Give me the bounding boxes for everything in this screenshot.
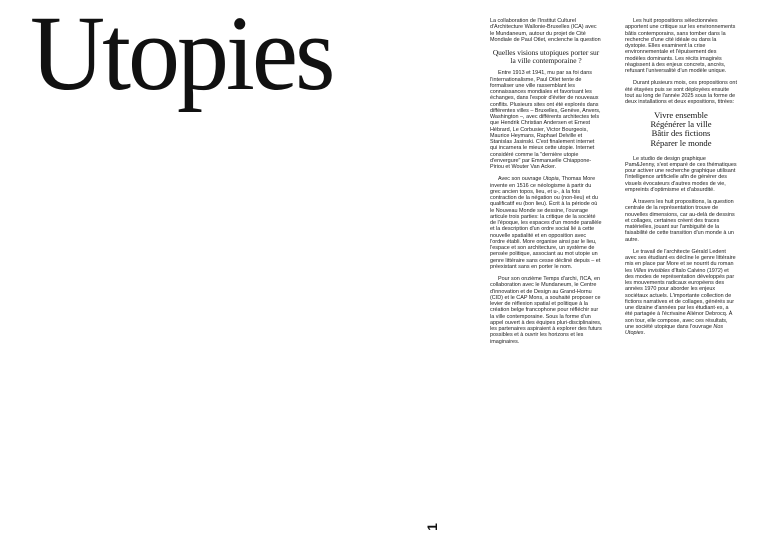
temps-archi-paragraph: Pour son onzième Temps d'archi, l'ICA, en collaboration avec le Mundaneum, le Centre d'innovation et de Design au Grand-Hornu (CID) et le CAP Mons, a souhaité proposer ce levier de réflexion spatial et politique à la création belge francophone pour réfléchir sur la ville contemporaine. Sous la forme d'un appel ouvert à des équipes pluri-disciplinaires, les partenaires aspiraient à explorer des futurs possibles et à ouvrir les horizons et les imaginaires. [490, 276, 602, 345]
utopia-paragraph [490, 176, 602, 270]
calvino-book-title: Villes invisibles [633, 267, 670, 274]
propositions-paragraph: Les huit propositions sélectionnées apportent une critique sur les environnements bâtis contemporains, sans tomber dans la recherche d'une cité idéale ou dans la dystopie. Elles examinent la crise environnementale et l'épuisement des modèles dominants. Les récits imaginés réagissent à des enjeux concrets, ancrés, refusant l'universalité d'un modèle unique. [625, 18, 736, 74]
ledent-text-a: Le travail de l'architecte Gérald Ledent avec ses étudiant·es décline le genre littéraire mis en place par More et se nourrit du roman les [625, 248, 736, 274]
exhibition-titles-list [625, 111, 737, 147]
ledent-paragraph [625, 249, 737, 337]
page-number: 1 [423, 523, 440, 531]
exhibition-title: Réparer le monde [650, 137, 712, 148]
text-column-right [625, 18, 737, 342]
ledent-text-c: . [643, 330, 645, 337]
otlet-paragraph: Entre 1913 et 1941, mu par sa foi dans l'internationalisme, Paul Otlet tente de formaliser une ville rassemblant les connaissances mondiales et favorisant les échanges, dans l'espoir d'éviter de nouveaux conflits. Plusieurs sites ont été explorés dans différentes villes – Bruxelles, Genève, Anvers, Washington –, avec différents architectes tels que Hendrik Christian Andersen et Ernest Hébrard, Le Corbusier, Victor Bourgeois, Maurice Heymans, Raphael Delville et Stanislas Jasinski. C'est finalement internet qui incarnera le mieux cette utopie. Internet considéré comme la "dernière utopie d'envergure" par Emmanuelle Chiappone-Piriou et Wouter Van Acker. [490, 70, 601, 171]
representation-paragraph: À travers les huit propositions, la question centrale de la représentation trouve de nouvelles dimensions, car au-delà de dessins et collages, certaines créent des traces matérielles, jouant sur l'ambiguïté de la faisabilité de cette transition d'un monde à un autre. [625, 199, 735, 243]
exhibition-title: Régénérer la ville [650, 119, 712, 130]
utopia-book-title: Utopia [542, 176, 559, 183]
page-title: Utopies [30, 0, 333, 113]
question-heading: Quelles visions utopiques porter sur la ville contemporaine ? [492, 48, 600, 66]
exhibitions-paragraph: Durant plusieurs mois, ces propositions ont été étayées puis se sont déployées ensuite tout au long de l'année 2025 sous la forme de deux installations et deux expositions, titrées: [625, 80, 737, 105]
nos-utopies-book-title: Nos Utopies [625, 323, 724, 337]
ledent-text-b: d'Italo Calvino (1972) et des modes de représentation développés par les mouvements radicaux européens des années 1970 pour aborder les enjeux sociétaux actuels. L'importante collection de fictions narratives et de collages, générés sur une dizaine d'années par les étudiant·es, a été partagée à l'écrivaine Aliénor Debrocq. À son tour, elle compose, avec ces résultats, une société utopique dans l'ouvrage [625, 267, 735, 330]
utopia-text-a: Avec son ouvrage [498, 176, 543, 183]
text-column-left [490, 18, 602, 351]
utopia-text-b: , Thomas More invente en 1516 ce néologisme à partir du grec ancien topos, lieu, et u-, à la fois contraction de la négation ou (non-lieu) et du qualificatif eu (bon lieu). Écrit à la période où le Nouveau Monde se dessine, l'ouvrage articule trois parties: la critique de la société de l'époque, les espaces d'un monde parallèle et la description d'un ordre social lié à cette nouvelle spatialité et en opposition avec l'ordre établi. More organise ainsi par le lieu, l'espace et son architecture, un système de pensée politique, associant au mot utopie un genre littéraire sans cesse décliné depuis – et préexistant sans en porter le nom. [490, 176, 602, 270]
studio-paragraph: Le studio de design graphique Pam&Jenny, s'est emparé de ces thématiques pour activer une recherche graphique utilisant l'intelligence artificielle afin de générer des visuels évocateurs d'autres modes de vie, empreints d'optimisme et d'absurdité. [625, 155, 737, 193]
exhibition-title: Bâtir des fictions [651, 128, 711, 139]
intro-paragraph: La collaboration de l'Institut Culturel d'Architecture Wallonie-Bruxelles (ICA) avec le Mundaneum, autour du projet de Cité Mondiale de Paul Otlet, enclenche la question [490, 18, 601, 43]
exhibition-title: Vivre ensemble [654, 110, 708, 121]
